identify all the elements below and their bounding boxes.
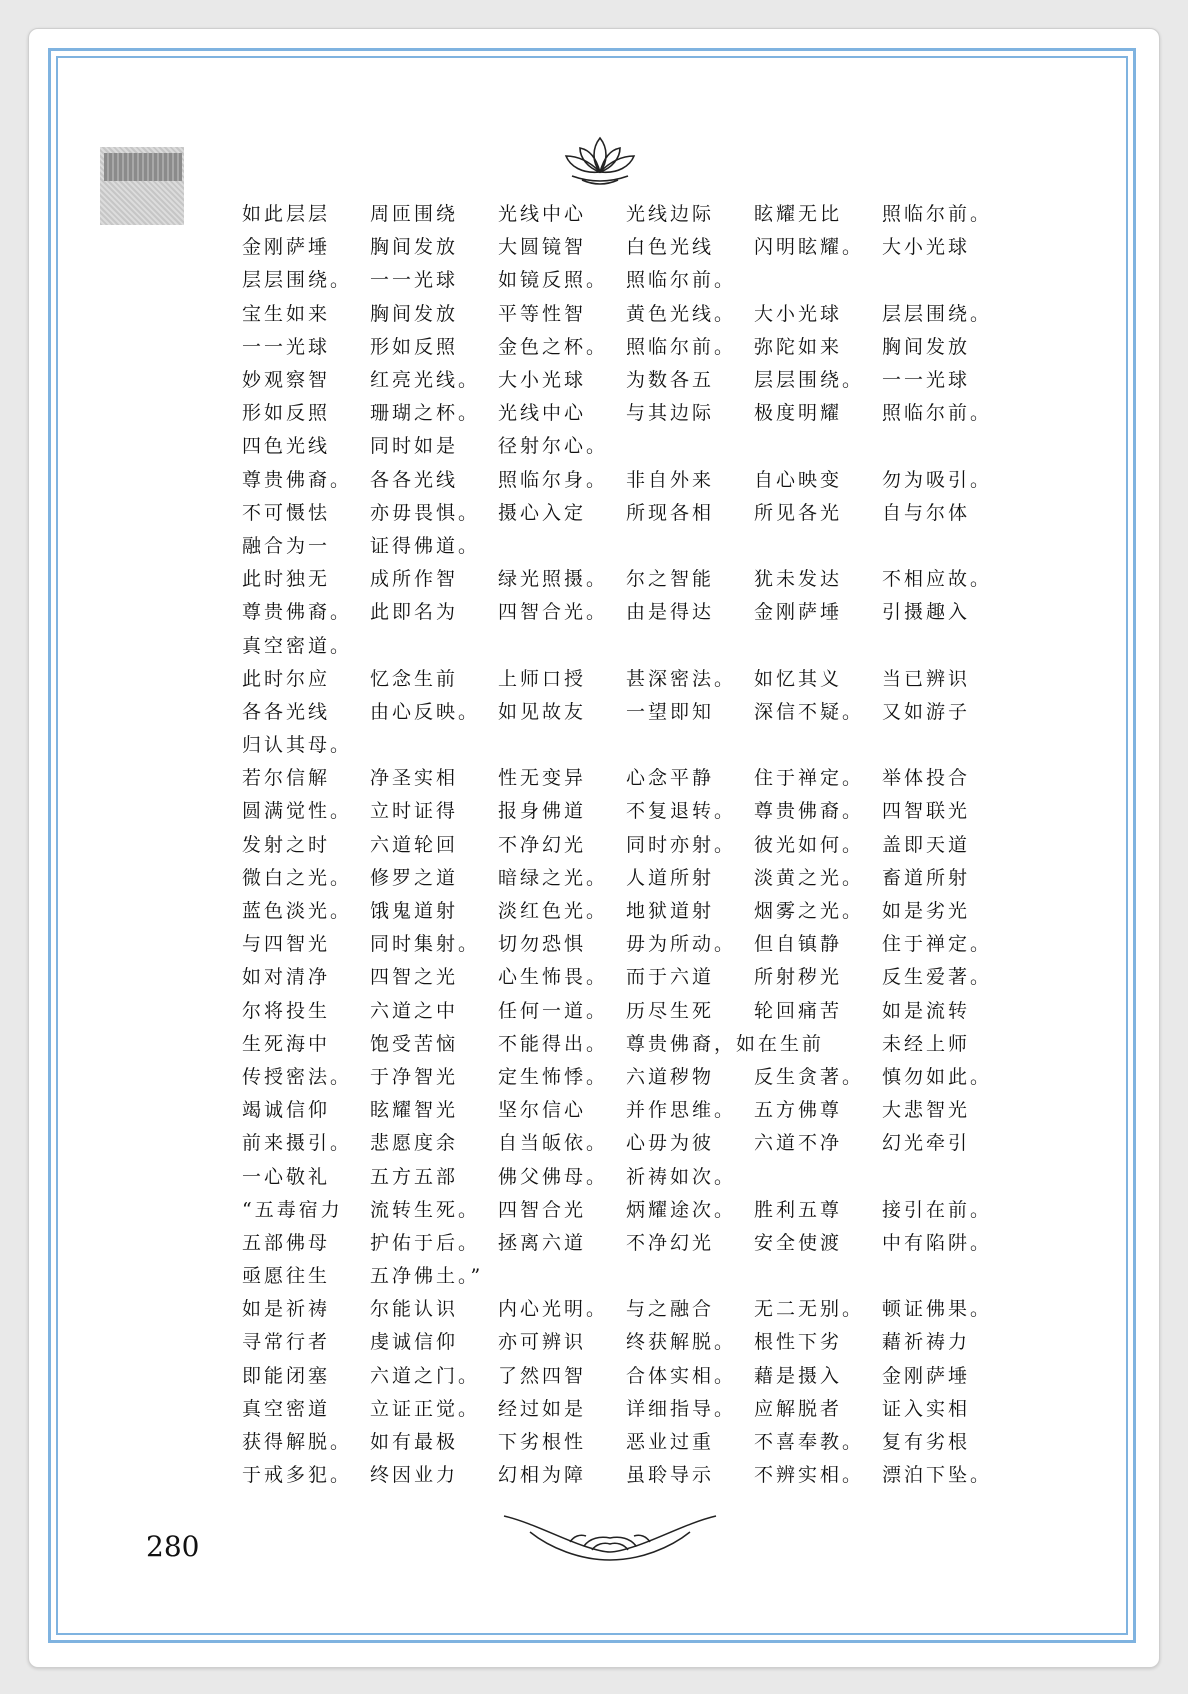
text-cell: 平等性智 [498, 302, 587, 325]
text-cell: 成所作智 [370, 568, 459, 591]
text-cell: 周匝围绕 [370, 203, 459, 226]
text-cell: 恶业过重 [626, 1431, 715, 1454]
text-cell: 五部佛母 [242, 1231, 331, 1254]
text-cell: 心毋为彼 [626, 1132, 715, 1155]
text-cell: 心生怖畏。 [498, 966, 609, 989]
text-cell: 一心敬礼 [242, 1165, 331, 1188]
text-cell: 金刚萨埵 [242, 236, 331, 259]
text-cell: 祈祷如次。 [626, 1165, 737, 1188]
text-row [242, 694, 1022, 727]
text-cell: 合体实相。 [626, 1364, 737, 1387]
text-row [242, 1026, 1022, 1059]
text-cell: 金刚萨埵 [882, 1364, 971, 1387]
text-row [242, 561, 1022, 594]
text-cell: 五净佛土。” [370, 1265, 484, 1288]
text-cell: 前来摄引。 [242, 1132, 353, 1155]
text-cell: 四色光线 [242, 435, 331, 458]
text-cell: 慎勿如此。 [882, 1065, 993, 1088]
text-cell: 胸间发放 [370, 302, 459, 325]
text-cell: 立证正觉。 [370, 1397, 481, 1420]
text-row [242, 1424, 1022, 1457]
text-row [242, 1158, 1022, 1191]
text-cell: 金色之杯。 [498, 335, 609, 358]
text-cell: 获得解脱。 [242, 1431, 353, 1454]
text-row [242, 727, 1022, 760]
text-cell: 无二无别。 [754, 1298, 865, 1321]
text-cell: 尔将投生 [242, 999, 331, 1022]
text-cell: 光线边际 [626, 203, 715, 226]
text-cell: 若尔信解 [242, 767, 331, 790]
text-cell: 人道所射 [626, 866, 715, 889]
text-row [242, 1358, 1022, 1391]
lotus-icon [560, 132, 640, 188]
text-row [242, 860, 1022, 893]
text-cell: 并作思维。 [626, 1099, 737, 1122]
text-cell: 所射秽光 [754, 966, 843, 989]
text-cell: 同时如是 [370, 435, 459, 458]
text-row [242, 661, 1022, 694]
text-row [242, 1059, 1022, 1092]
text-cell: 自当皈依。 [498, 1132, 609, 1155]
text-cell: 幻光牵引 [882, 1132, 971, 1155]
text-cell: 护佑于后。 [370, 1231, 481, 1254]
text-cell: 即能闭塞 [242, 1364, 331, 1387]
text-cell: 上师口授 [498, 667, 587, 690]
text-row [242, 1457, 1022, 1490]
text-cell: 而于六道 [626, 966, 715, 989]
text-cell: 四智联光 [882, 800, 971, 823]
text-cell: 四智之光 [370, 966, 459, 989]
text-cell: 金刚萨埵 [754, 601, 843, 624]
text-cell: 反生贪著。 [754, 1065, 865, 1088]
text-cell: 淡黄之光。 [754, 866, 865, 889]
text-cell: 证得佛道。 [370, 534, 481, 557]
text-row [242, 329, 1022, 362]
text-cell: 悲愿度余 [370, 1132, 459, 1155]
text-cell: 眩耀智光 [370, 1099, 459, 1122]
text-cell: 不净幻光 [626, 1231, 715, 1254]
text-cell: 自心映变 [754, 468, 843, 491]
text-cell: 径射尔心。 [498, 435, 609, 458]
text-row [242, 528, 1022, 561]
text-cell: 照临尔前。 [626, 335, 737, 358]
text-cell: 一望即知 [626, 700, 715, 723]
text-cell: 报身佛道 [498, 800, 587, 823]
text-cell: 中有陷阱。 [882, 1231, 993, 1254]
text-cell: 终因业力 [370, 1464, 459, 1487]
text-cell: 立时证得 [370, 800, 459, 823]
text-cell: 层层围绕。 [242, 269, 353, 292]
text-cell: 融合为一 [242, 534, 331, 557]
text-cell: 眩耀无比 [754, 203, 843, 226]
text-row [242, 594, 1022, 627]
text-cell: 彼光如何。 [754, 833, 865, 856]
text-cell: 不净幻光 [498, 833, 587, 856]
scan-artifact [100, 147, 184, 225]
text-cell: 证入实相 [882, 1397, 971, 1420]
text-cell: 如忆其义 [754, 667, 843, 690]
text-cell: 微白之光。 [242, 866, 353, 889]
text-cell: 蓝色淡光。 [242, 900, 353, 923]
text-cell: 举体投合 [882, 767, 971, 790]
text-cell: 自与尔体 [882, 501, 971, 524]
text-row [242, 262, 1022, 295]
text-cell: 修罗之道 [370, 866, 459, 889]
text-cell: 五方五部 [370, 1165, 459, 1188]
text-cell: 竭诚信仰 [242, 1099, 331, 1122]
text-cell: 与四智光 [242, 933, 331, 956]
text-cell: 摄心入定 [498, 501, 587, 524]
text-cell: 了然四智 [498, 1364, 587, 1387]
text-cell: 幻相为障 [498, 1464, 587, 1487]
text-cell: 如对清净 [242, 966, 331, 989]
clasped-hands-icon [500, 1508, 720, 1568]
text-row [242, 1291, 1022, 1324]
text-cell: 照临尔前。 [882, 203, 993, 226]
text-cell: 照临尔身。 [498, 468, 609, 491]
text-row [242, 296, 1022, 329]
text-row [242, 926, 1022, 959]
text-cell: 发射之时 [242, 833, 331, 856]
text-cell: 轮回痛苦 [754, 999, 843, 1022]
text-cell: 珊瑚之杯。 [370, 402, 481, 425]
text-cell: 由是得达 [626, 601, 715, 624]
text-cell: 定生怖悸。 [498, 1065, 609, 1088]
text-row [242, 1225, 1022, 1258]
text-cell: 心念平静 [626, 767, 715, 790]
text-cell: 同时亦射。 [626, 833, 737, 856]
text-cell: 不可慑怯 [242, 501, 331, 524]
text-cell: 引摄趣入 [882, 601, 971, 624]
text-cell: 照临尔前。 [626, 269, 737, 292]
text-cell: 当已辨识 [882, 667, 971, 690]
text-cell: 性无变异 [498, 767, 587, 790]
text-cell: 胜利五尊 [754, 1198, 843, 1221]
text-cell: “五毒宿力 [242, 1198, 343, 1221]
text-cell: 妙观察智 [242, 369, 331, 392]
text-cell: 终获解脱。 [626, 1331, 737, 1354]
text-cell: 层层围绕。 [754, 369, 865, 392]
text-cell: 与其边际 [626, 402, 715, 425]
text-cell: 漂泊下坠。 [882, 1464, 993, 1487]
text-row [242, 229, 1022, 262]
text-cell: 暗绿之光。 [498, 866, 609, 889]
text-cell: 犹未发达 [754, 568, 843, 591]
text-row [242, 1258, 1022, 1291]
text-cell: 此即名为 [370, 601, 459, 624]
text-cell: 淡红色光。 [498, 900, 609, 923]
text-cell: 真空密道。 [242, 634, 353, 657]
text-cell: 反生爱著。 [882, 966, 993, 989]
text-cell: 佛父佛母。 [498, 1165, 609, 1188]
text-cell: 大小光球 [754, 302, 843, 325]
text-cell: 照临尔前。 [882, 402, 993, 425]
text-row [242, 760, 1022, 793]
text-cell: 四智合光。 [498, 601, 609, 624]
text-cell: 尊贵佛裔。 [242, 468, 353, 491]
text-cell: 白色光线 [626, 236, 715, 259]
text-row [242, 1125, 1022, 1158]
text-cell: 如是祈祷 [242, 1298, 331, 1321]
text-cell: 流转生死。 [370, 1198, 481, 1221]
text-cell: 应解脱者 [754, 1397, 843, 1420]
text-cell: 又如游子 [882, 700, 971, 723]
text-cell: 畜道所射 [882, 866, 971, 889]
text-cell: 如有最极 [370, 1431, 459, 1454]
text-cell: 深信不疑。 [754, 700, 865, 723]
text-cell: 四智合光 [498, 1198, 587, 1221]
text-cell: 极度明耀 [754, 402, 843, 425]
text-cell: 如是劣光 [882, 900, 971, 923]
text-cell: 一一光球 [882, 369, 971, 392]
text-cell: 六道不净 [754, 1132, 843, 1155]
scripture-text [242, 196, 1022, 1490]
text-cell: 不辨实相。 [754, 1464, 865, 1487]
text-cell: 拯离六道 [498, 1231, 587, 1254]
text-row [242, 1324, 1022, 1357]
text-row [242, 428, 1022, 461]
text-cell: 藉祈祷力 [882, 1331, 971, 1354]
text-row [242, 793, 1022, 826]
text-row [242, 495, 1022, 528]
text-cell: 所见各光 [754, 501, 843, 524]
text-cell: 不能得出。 [498, 1032, 609, 1055]
text-row [242, 462, 1022, 495]
text-cell: 地狱道射 [626, 900, 715, 923]
text-cell: 真空密道 [242, 1397, 331, 1420]
text-cell: 亦可辨识 [498, 1331, 587, 1354]
text-cell: 于净智光 [370, 1065, 459, 1088]
text-cell: 与之融合 [626, 1298, 715, 1321]
text-cell: 光线中心 [498, 402, 587, 425]
text-cell: 一一光球 [370, 269, 459, 292]
text-row [242, 1192, 1022, 1225]
text-cell: 绿光照摄。 [498, 568, 609, 591]
text-cell: 尊贵佛裔，如在生前 [626, 1032, 825, 1055]
text-cell: 切勿恐惧 [498, 933, 587, 956]
text-cell: 但自镇静 [754, 933, 843, 956]
text-row [242, 959, 1022, 992]
text-cell: 一一光球 [242, 335, 331, 358]
text-cell: 红亮光线。 [370, 369, 481, 392]
text-row [242, 627, 1022, 660]
text-cell: 胸间发放 [370, 236, 459, 259]
text-row [242, 196, 1022, 229]
text-cell: 生死海中 [242, 1032, 331, 1055]
text-cell: 宝生如来 [242, 302, 331, 325]
text-cell: 层层围绕。 [882, 302, 993, 325]
text-cell: 归认其母。 [242, 734, 353, 757]
text-cell: 由心反映。 [370, 700, 481, 723]
text-cell: 藉是摄入 [754, 1364, 843, 1387]
text-cell: 坚尔信心 [498, 1099, 587, 1122]
text-cell: 此时尔应 [242, 667, 331, 690]
text-cell: 五方佛尊 [754, 1099, 843, 1122]
text-cell: 尊贵佛裔。 [242, 601, 353, 624]
text-cell: 六道之中 [370, 999, 459, 1022]
text-cell: 尔能认识 [370, 1298, 459, 1321]
text-cell: 六道轮回 [370, 833, 459, 856]
text-cell: 如见故友 [498, 700, 587, 723]
text-row [242, 1092, 1022, 1125]
text-cell: 复有劣根 [882, 1431, 971, 1454]
text-cell: 饱受苦恼 [370, 1032, 459, 1055]
text-cell: 传授密法。 [242, 1065, 353, 1088]
text-cell: 不复退转。 [626, 800, 737, 823]
text-cell: 各各光线 [370, 468, 459, 491]
text-cell: 此时独无 [242, 568, 331, 591]
page-number: 280 [146, 1530, 200, 1563]
text-cell: 虽聆导示 [626, 1464, 715, 1487]
text-cell: 为数各五 [626, 369, 715, 392]
text-cell: 形如反照 [370, 335, 459, 358]
text-cell: 不喜奉教。 [754, 1431, 865, 1454]
text-cell: 如镜反照。 [498, 269, 609, 292]
text-cell: 甚深密法。 [626, 667, 737, 690]
text-cell: 弥陀如来 [754, 335, 843, 358]
text-cell: 如此层层 [242, 203, 331, 226]
text-cell: 详细指导。 [626, 1397, 737, 1420]
text-cell: 形如反照 [242, 402, 331, 425]
text-row [242, 395, 1022, 428]
text-cell: 大悲智光 [882, 1099, 971, 1122]
text-cell: 于戒多犯。 [242, 1464, 353, 1487]
text-cell: 所现各相 [626, 501, 715, 524]
text-cell: 烟雾之光。 [754, 900, 865, 923]
text-cell: 大小光球 [498, 369, 587, 392]
text-cell: 尔之智能 [626, 568, 715, 591]
text-cell: 盖即天道 [882, 833, 971, 856]
text-row [242, 827, 1022, 860]
text-cell: 未经上师 [882, 1032, 971, 1055]
text-cell: 根性下劣 [754, 1331, 843, 1354]
text-cell: 亦毋畏惧。 [370, 501, 481, 524]
text-cell: 闪明眩耀。 [754, 236, 865, 259]
text-cell: 任何一道。 [498, 999, 609, 1022]
text-cell: 接引在前。 [882, 1198, 993, 1221]
text-cell: 各各光线 [242, 700, 331, 723]
text-cell: 非自外来 [626, 468, 715, 491]
text-cell: 如是流转 [882, 999, 971, 1022]
text-cell: 六道之门。 [370, 1364, 481, 1387]
text-cell: 经过如是 [498, 1397, 587, 1420]
text-cell: 净圣实相 [370, 767, 459, 790]
text-cell: 忆念生前 [370, 667, 459, 690]
text-cell: 历尽生死 [626, 999, 715, 1022]
text-cell: 大圆镜智 [498, 236, 587, 259]
text-cell: 同时集射。 [370, 933, 481, 956]
text-row [242, 893, 1022, 926]
text-cell: 顿证佛果。 [882, 1298, 993, 1321]
text-cell: 六道秽物 [626, 1065, 715, 1088]
text-cell: 不相应故。 [882, 568, 993, 591]
text-cell: 下劣根性 [498, 1431, 587, 1454]
text-cell: 住于禅定。 [754, 767, 865, 790]
text-cell: 住于禅定。 [882, 933, 993, 956]
text-cell: 尊贵佛裔。 [754, 800, 865, 823]
text-row [242, 993, 1022, 1026]
text-cell: 饿鬼道射 [370, 900, 459, 923]
text-cell: 毋为所动。 [626, 933, 737, 956]
text-row [242, 362, 1022, 395]
text-cell: 圆满觉性。 [242, 800, 353, 823]
text-cell: 寻常行者 [242, 1331, 331, 1354]
text-cell: 炳耀途次。 [626, 1198, 737, 1221]
text-row [242, 1391, 1022, 1424]
text-cell: 亟愿往生 [242, 1265, 331, 1288]
text-cell: 大小光球 [882, 236, 971, 259]
text-cell: 胸间发放 [882, 335, 971, 358]
text-cell: 安全使渡 [754, 1231, 843, 1254]
text-cell: 黄色光线。 [626, 302, 737, 325]
text-cell: 虔诚信仰 [370, 1331, 459, 1354]
text-cell: 光线中心 [498, 203, 587, 226]
text-cell: 勿为吸引。 [882, 468, 993, 491]
text-cell: 内心光明。 [498, 1298, 609, 1321]
